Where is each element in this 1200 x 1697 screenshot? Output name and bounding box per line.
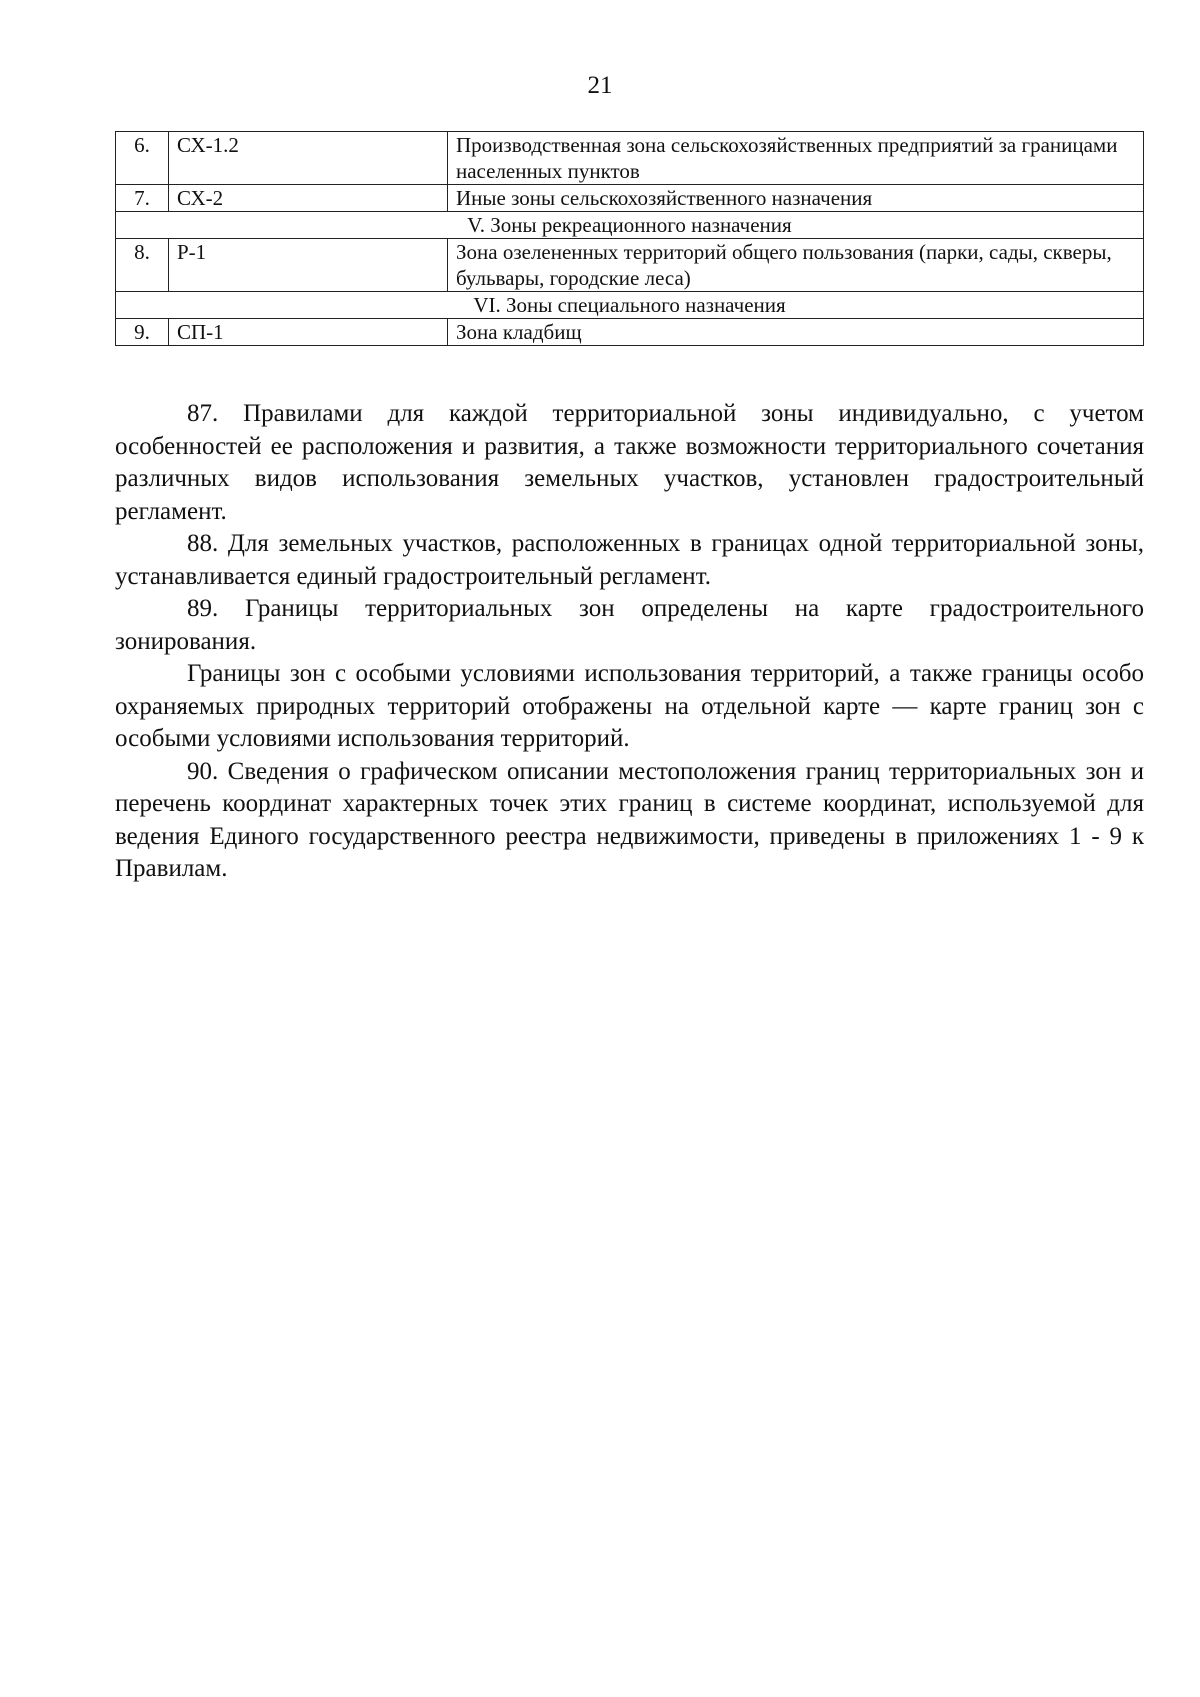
section-row xyxy=(116,292,1144,319)
zone-code: СП-1 xyxy=(169,319,448,346)
zone-description: Зона озелененных территорий общего пользования (парки, сады, скверы, бульвары, городские леса) xyxy=(448,239,1144,292)
paragraph-89-continuation: Границы зон с особыми условиями использования территорий, а также границы особо охраняемых природных территорий отображены на отдельной карте — карте границ зон с особыми условиями использования территорий. xyxy=(115,660,1144,752)
row-number: 9. xyxy=(116,319,169,346)
zone-code: Р-1 xyxy=(169,239,448,292)
table-row xyxy=(116,132,1144,185)
paragraph-90: 90. Сведения о графическом описании местоположения границ территориальных зон и перечень координат характерных точек этих границ в системе координат, используемой для ведения Единого государственного реестра недвижимости, приведены в приложениях 1 - 9 к Правилам. xyxy=(115,757,1144,882)
row-number: 6. xyxy=(116,132,169,185)
zones-table xyxy=(115,131,1144,346)
table-row xyxy=(116,319,1144,346)
row-number: 8. xyxy=(116,239,169,292)
section-title: VI. Зоны специального назначения xyxy=(116,292,1144,319)
zone-description: Зона кладбищ xyxy=(448,319,1144,346)
body-text xyxy=(115,398,1144,886)
table-row xyxy=(116,185,1144,212)
zone-description: Производственная зона сельскохозяйственных предприятий за границами населенных пунктов xyxy=(448,132,1144,185)
row-number: 7. xyxy=(116,185,169,212)
paragraph-87: 87. Правилами для каждой территориальной зоны индивидуально, с учетом особенностей ее расположения и развития, а также возможности территориального сочетания различных видов использования земельных участков, установлен градостроительный регламент. xyxy=(115,400,1144,525)
section-title: V. Зоны рекреационного назначения xyxy=(116,212,1144,239)
zone-description: Иные зоны сельскохозяйственного назначения xyxy=(448,185,1144,212)
section-row xyxy=(116,212,1144,239)
paragraph-89: 89. Границы территориальных зон определены на карте градостроительного зонирования. xyxy=(115,595,1144,655)
page-number: 21 xyxy=(587,72,613,99)
table-row xyxy=(116,239,1144,292)
zone-code: СХ-1.2 xyxy=(169,132,448,185)
zone-code: СХ-2 xyxy=(169,185,448,212)
paragraph-88: 88. Для земельных участков, расположенных в границах одной территориальной зоны, устанавливается единый градостроительный регламент. xyxy=(115,530,1144,590)
